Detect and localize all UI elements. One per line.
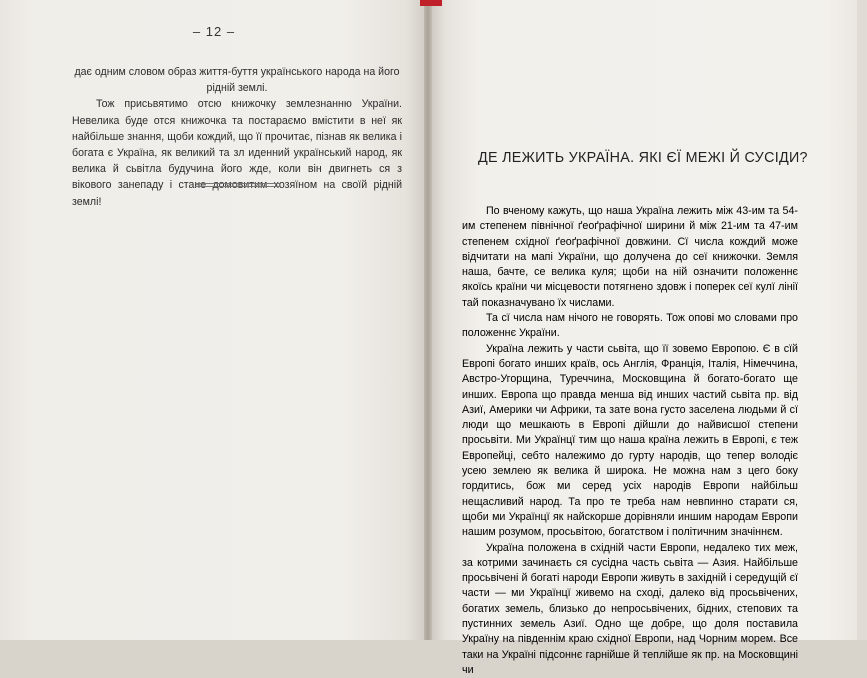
paragraph: Та сї числа нам нічого не говорять. Тож опові мо словами про положеннє України. bbox=[462, 312, 798, 340]
page-number: – 12 – bbox=[192, 24, 236, 39]
page-edges bbox=[857, 0, 867, 640]
book-gutter bbox=[424, 0, 432, 640]
paragraph: дає одним словом образ життя-буття українського народа на його рідній землі. bbox=[74, 66, 400, 95]
bookmark-ribbon bbox=[420, 0, 442, 6]
right-page-text bbox=[462, 204, 798, 678]
paragraph: Тож присьвятимо отсю книжочку землезнанню України. Невелика буде отся книжочка та постараємо вмістити в неї як найбільше знання, щоби кождий, що її прочитає, пізнав як велика і богата є Україна, як великий та зл иденний український народ, як велика й сьвітла будучина його жде, коли він двигнеть ся з вікового занепаду і стане домовитим хозяїном на своїй рідній землі! bbox=[72, 98, 402, 208]
section-divider bbox=[195, 183, 281, 184]
left-page-text bbox=[72, 64, 402, 210]
left-page bbox=[0, 0, 428, 640]
paragraph: Україна положена в східній части Европи, недалеко тих меж, за котрими зачинаєть ся сусідна часть сьвіта — Азия. Найбільше просьвічені й богаті народи Европи живуть в західній і середущій єї части — ми Українцї живемо на сході, далеко від просьвічених, богатих земель, близько до непросьвічених, бідних, степових та пустинних земель Азиї. Одно ще добре, що доля поставила Україну на південнім краю східної Европи, над Чорним морем. Все таки на Україні підсоннє гарнійше й теплійше як пр. на Московщині чи bbox=[462, 541, 798, 676]
paragraph: По вченому кажуть, що наша Україна лежить між 43-им та 54-им степенем північної ґеоґрафічної ширини й між 21-им та 47-им степенем східної ґеоґрафічної довжини. Сї числа кождий може відчитати на мапі України, що долучена до сеї книжочки. Земля наша, бачте, се велика куля; щоби на ній означити положеннє якоїсь країни чи місцевости потягнено здовж і поперек сеї кулї лінії тай показначувано їх числами. bbox=[462, 205, 798, 309]
paragraph: Україна лежить у части сьвіта, що її зовемо Европою. Є в сїй Европі богато инших країв, ось Англія, Франція, Італія, Німеччина, Австро-Угорщина, Туреччина, Московщина й богато-богато ще инших. Европа що правда менша від инших частий сьвіта пр. від Азиї, Америки чи Африки, та зате вона густо заселена людьми й сї люди що мешкають в Европі дійшли до найвисшої степени просьвіти. Ми Українцї тим що наша країна лежить в Европі, є теж Европейці, себто належимо до гурту народів, що тепер володіє усею землею як велика й широка. Не можна нам з цего боку гордитись, бож ми серед усіх народів Европи найбільш нещасливий народ. Та про те треба нам невпинно старати ся, щоби ми Українцї як найскорше дорівняли иншим народам Европи нашим розумом, просьвітою, богатством і політичним значіннєм. bbox=[462, 342, 798, 539]
chapter-heading: ДЕ ЛЕЖИТЬ УКРАЇНА. ЯКІ ЄЇ МЕЖІ Й СУСІДИ? bbox=[478, 150, 808, 166]
section-divider bbox=[195, 186, 281, 187]
